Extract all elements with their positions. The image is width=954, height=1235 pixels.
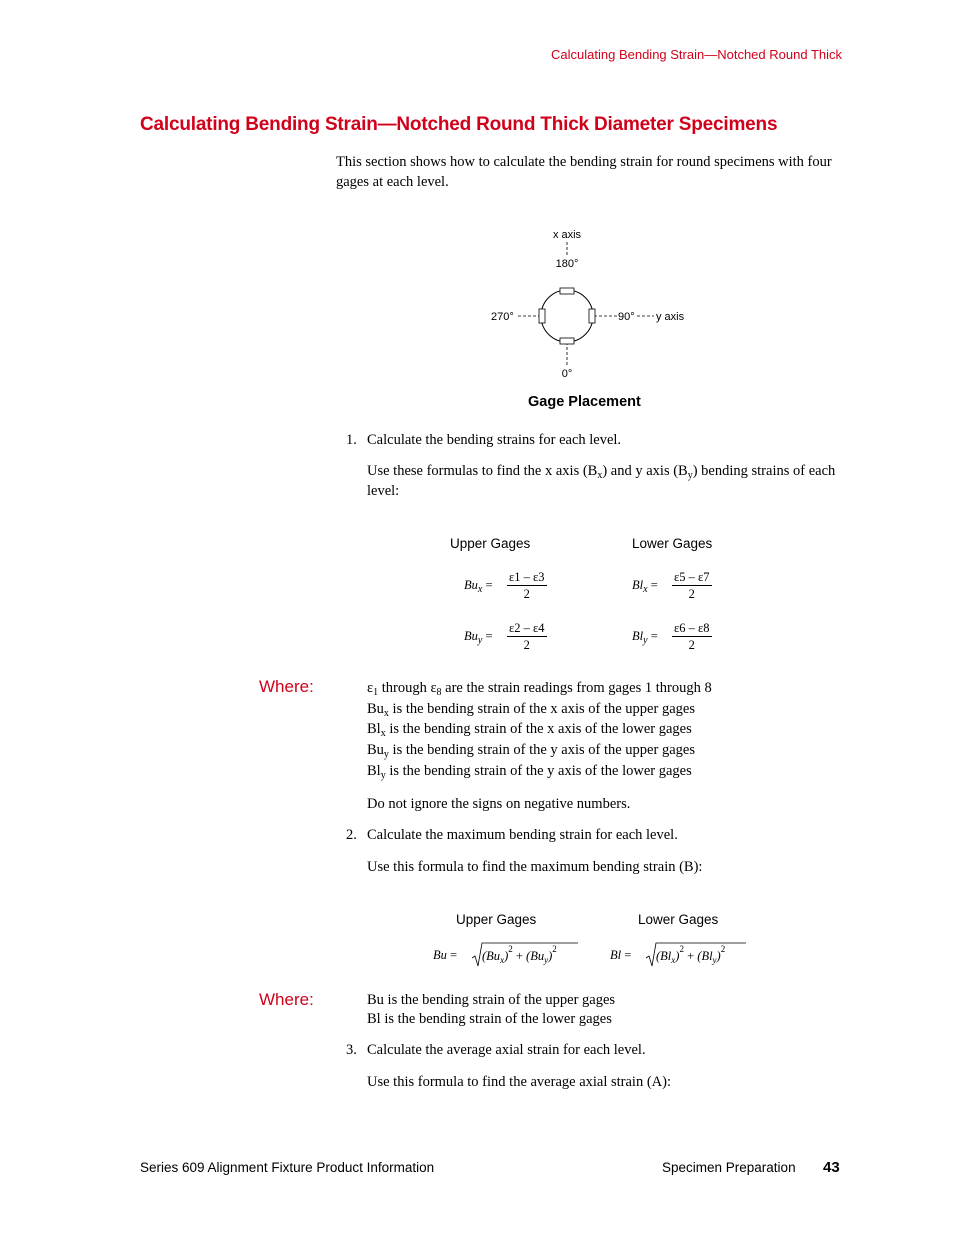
y-axis-label: y axis bbox=[656, 311, 685, 323]
bu-formula: Bu = bbox=[433, 948, 458, 962]
upper-gages-heading-2: Upper Gages bbox=[456, 912, 537, 927]
where-definitions-1 bbox=[367, 678, 712, 782]
definition-line: Bl is the bending strain of the lower gages bbox=[367, 1010, 612, 1027]
footer-section: Specimen Preparation bbox=[662, 1160, 796, 1175]
section-title: Calculating Bending Strain—Notched Round Thick Diameter Specimens bbox=[140, 114, 778, 135]
bl-formula: Bl = bbox=[610, 948, 632, 962]
where-definitions-2 bbox=[367, 991, 615, 1028]
step-2-number: 2. bbox=[346, 827, 357, 843]
lower-gages-heading-2: Lower Gages bbox=[638, 912, 719, 927]
where-label-1: Where: bbox=[259, 677, 314, 696]
step-2-instruction: Use this formula to find the maximum bending strain (B): bbox=[367, 859, 703, 875]
bux-lhs: $Bu_x$ = bbox=[464, 578, 493, 595]
buy-lhs: $Bu_y$ = bbox=[464, 629, 493, 646]
diagram-caption: Gage Placement bbox=[528, 394, 641, 410]
definition-line: $Bu_y$ is the bending strain of the y axis of the upper gages bbox=[367, 742, 695, 761]
step-1-text: Calculate the bending strains for each level. bbox=[367, 432, 622, 448]
bux-fraction: $\frac{\varepsilon 1 - \varepsilon 3}{2}$ bbox=[509, 570, 545, 601]
step-1-number: 1. bbox=[346, 432, 357, 448]
definition-line: $Bu_x$ is the bending strain of the x axis of the upper gages bbox=[367, 700, 695, 719]
definition-line: Bu is the bending strain of the upper gages bbox=[367, 992, 616, 1008]
lower-gages-heading: Lower Gages bbox=[632, 536, 713, 551]
bly-fraction: $\frac{\varepsilon 6 - \varepsilon 8}{2}$ bbox=[674, 621, 710, 652]
upper-gages-heading: Upper Gages bbox=[450, 536, 531, 551]
deg-180-label: 180° bbox=[555, 258, 579, 270]
deg-90-label: 90° bbox=[618, 311, 635, 323]
bu-sqrt-expression bbox=[470, 940, 580, 968]
signs-note: Do not ignore the signs on negative numbers. bbox=[367, 796, 631, 812]
blx-lhs: $Bl_x$ = bbox=[632, 578, 658, 595]
blx-fraction: $\frac{\varepsilon 5 - \varepsilon 7}{2}$ bbox=[674, 570, 710, 601]
page-number: 43 bbox=[823, 1159, 840, 1176]
step-3-number: 3. bbox=[346, 1042, 357, 1058]
svg-text:(Blx)2 + (Bly)2: $(Bl_x)^2 + (Bl_y)^2$ bbox=[656, 944, 726, 965]
step-2-text: Calculate the maximum bending strain for each level. bbox=[367, 827, 678, 843]
svg-text:(Bux)2 + (Buy)2: $(Bu_x)^2 + (Bu_y)^2$ bbox=[482, 944, 557, 965]
intro-paragraph: This section shows how to calculate the bending strain for round specimens with four gages at each level. bbox=[336, 154, 832, 190]
deg-0-label: 0° bbox=[561, 368, 573, 380]
definition-line: $Bl_x$ is the bending strain of the x axis of the lower gages bbox=[367, 721, 692, 740]
running-head: Calculating Bending Strain—Notched Round Thick bbox=[551, 47, 842, 62]
step-3-instruction: Use this formula to find the average axial strain (A): bbox=[367, 1074, 671, 1090]
x-axis-label: x axis bbox=[552, 229, 582, 241]
step-1-instruction: Use these formulas to find the x axis $(B_x)$ and y axis $(B_y)$ bending strains of each level: bbox=[367, 463, 836, 499]
definition-line: $\varepsilon_1$ through $\varepsilon_8$ are the strain readings from gages 1 through 8 bbox=[367, 680, 712, 698]
step-3-text: Calculate the average axial strain for each level. bbox=[367, 1042, 646, 1058]
definition-line: $Bl_y$ is the bending strain of the y axis of the lower gages bbox=[367, 762, 692, 781]
where-label-2: Where: bbox=[259, 990, 314, 1009]
buy-fraction: $\frac{\varepsilon 2 - \varepsilon 4}{2}$ bbox=[509, 621, 545, 652]
bl-sqrt-expression bbox=[644, 940, 748, 968]
gage-placement-diagram bbox=[480, 222, 700, 387]
bly-lhs: $Bl_y$ = bbox=[632, 629, 658, 646]
deg-270-label: 270° bbox=[491, 311, 514, 323]
footer-doc-title: Series 609 Alignment Fixture Product Information bbox=[140, 1160, 435, 1175]
